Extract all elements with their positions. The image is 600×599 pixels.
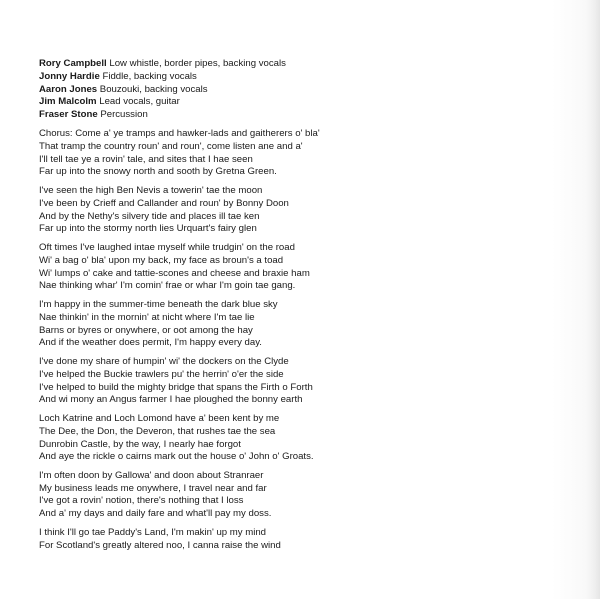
lyric-line: I think I'll go tae Paddy's Land, I'm makin' up my mind — [39, 526, 267, 538]
musician-role: Low whistle, border pipes, backing vocals — [109, 58, 286, 69]
lyric-line: Barns or byres or onywhere, or oot among the hay — [39, 324, 253, 336]
lyric-line: I've seen the high Ben Nevis a towerin' tae the moon — [39, 184, 263, 196]
lyric-line: Nae thinkin' in the mornin' at nicht where I'm tae lie — [39, 311, 255, 323]
lyric-line: The Dee, the Don, the Deveron, that rushes tae the sea — [39, 425, 276, 437]
credit-line — [39, 58, 559, 71]
page-edge-shadow — [586, 0, 600, 599]
stanza — [39, 299, 559, 350]
musician-role: Lead vocals, guitar — [99, 96, 180, 108]
lyric-line: And if the weather does permit, I'm happy every day. — [39, 337, 262, 349]
musician-name: Jim Malcolm — [39, 96, 97, 108]
stanza — [39, 413, 559, 464]
lyric-line: Chorus: Come a' ye tramps and hawker-lads and gaitherers o' bla' — [39, 127, 320, 139]
lyric-line: My business leads me onywhere, I travel near and far — [39, 482, 267, 494]
credit-line — [39, 96, 559, 109]
lyric-line: Wi' lumps o' cake and tattie-scones and cheese and braxie ham — [39, 267, 310, 279]
lyric-line: And wi mony an Angus farmer I hae ploughed the bonny earth — [39, 394, 303, 406]
lyric-line: I'm happy in the summer-time beneath the dark blue sky — [39, 298, 278, 310]
lyric-line: I'll tell tae ye a rovin' tale, and sites that I hae seen — [39, 153, 253, 165]
lyric-line: I've been by Crieff and Callander and roun' by Bonny Doon — [39, 197, 289, 209]
musician-role: Fiddle, backing vocals — [102, 70, 197, 82]
lyric-line: I've helped to build the mighty bridge that spans the Firth o Forth — [39, 381, 313, 393]
lyric-line: That tramp the country roun' and roun', come listen ane and a' — [39, 140, 303, 152]
lyrics-content — [39, 58, 559, 558]
credit-line — [39, 109, 559, 122]
lyric-line: I've done my share of humpin' wi' the dockers on the Clyde — [39, 355, 289, 367]
lyric-line: Far up into the snowy north and sooth by Gretna Green. — [39, 166, 277, 178]
stanza — [39, 527, 559, 553]
lyric-line: Wi' a bag o' bla' upon my back, my face as broun's a toad — [39, 254, 284, 266]
lyric-line: And by the Nethy's silvery tide and places ill tae ken — [39, 210, 260, 222]
musician-name: Aaron Jones — [39, 83, 98, 95]
lyric-line: For Scotland's greatly altered noo, I canna raise the wind — [39, 539, 281, 551]
lyric-line: And a' my days and daily fare and what'll pay my doss. — [39, 508, 272, 520]
stanza — [39, 242, 559, 293]
musician-name: Rory Campbell — [39, 58, 107, 69]
lyric-line: Dunrobin Castle, by the way, I nearly hae forgot — [39, 438, 241, 450]
credit-line — [39, 71, 559, 84]
stanza — [39, 356, 559, 407]
credit-line — [39, 84, 559, 97]
musician-name: Jonny Hardie — [39, 70, 100, 82]
lyric-line: I've helped the Buckie trawlers pu' the herrin' o'er the side — [39, 368, 284, 380]
musician-name: Fraser Stone — [39, 109, 98, 121]
lyric-line: Far up into the stormy north lies Urquart's fairy glen — [39, 223, 257, 235]
lyric-line: Nae thinking whar' I'm comin' frae or whar I'm goin tae gang. — [39, 280, 296, 292]
lyric-line: And aye the rickle o cairns mark out the house o' John o' Groats. — [39, 451, 314, 463]
lyric-line: I'm often doon by Gallowa' and doon about Stranraer — [39, 469, 264, 481]
stanza — [39, 470, 559, 521]
stanza-chorus — [39, 128, 559, 179]
musician-role: Bouzouki, backing vocals — [99, 83, 208, 95]
lyric-line: I've got a rovin' notion, there's nothing that I loss — [39, 495, 244, 507]
stanza — [39, 185, 559, 236]
musician-credits — [39, 58, 559, 122]
lyric-line: Loch Katrine and Loch Lomond have a' been kent by me — [39, 412, 280, 424]
musician-role: Percussion — [100, 109, 148, 121]
lyric-line: Oft times I've laughed intae myself while trudgin' on the road — [39, 241, 295, 253]
